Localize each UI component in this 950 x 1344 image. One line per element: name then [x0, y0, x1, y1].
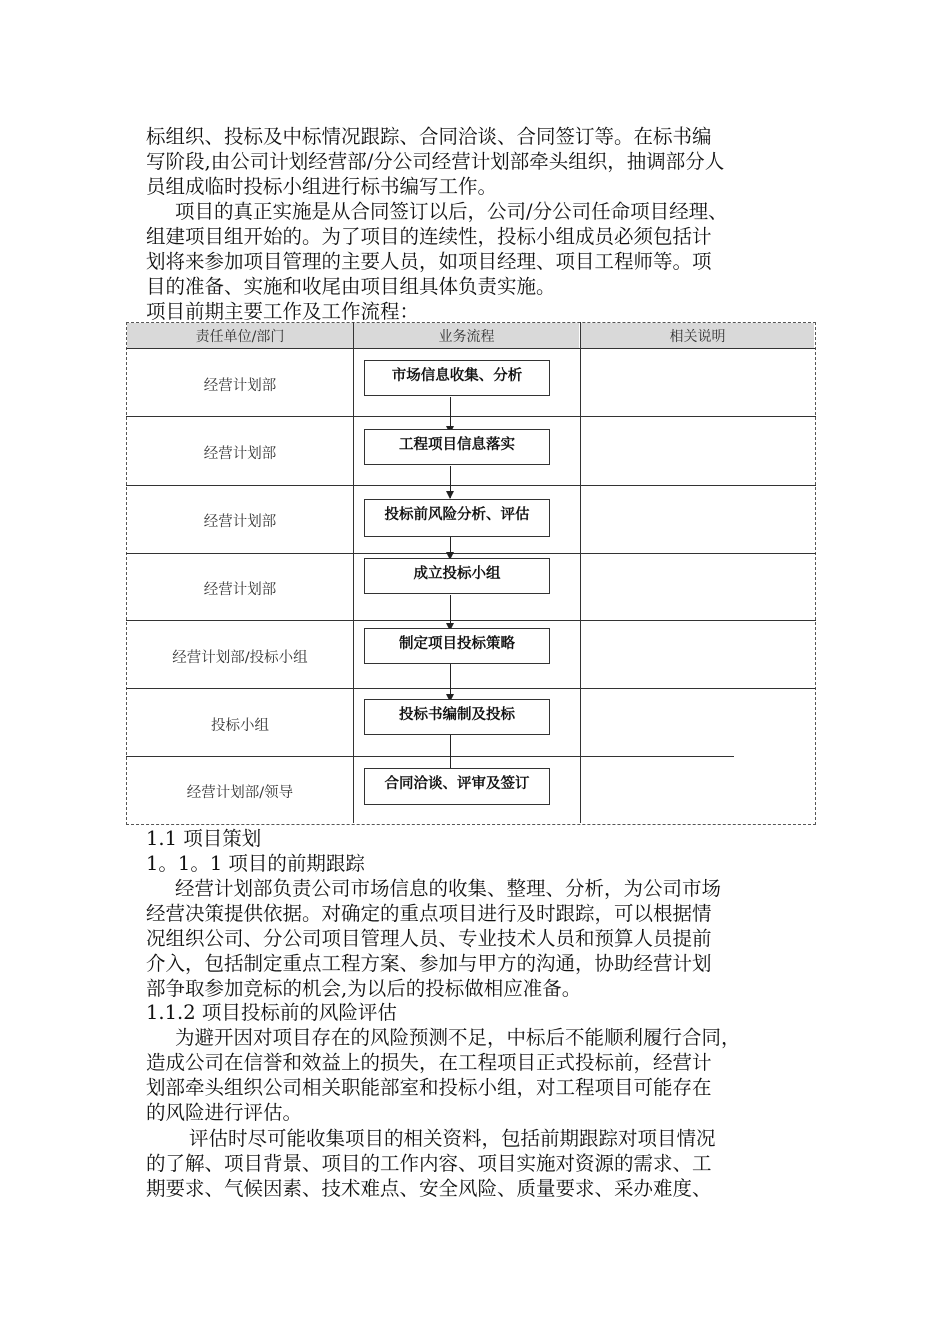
- text-line: 组建项目组开始的。为了项目的连续性，投标小组成员必须包括计: [146, 225, 712, 248]
- column-divider: [580, 322, 581, 823]
- text-line: 为避开因对项目存在的风险预测不足，中标后不能顺利履行合同，: [175, 1026, 741, 1049]
- row-department: 投标小组: [211, 718, 269, 734]
- text-line: 划将来参加项目管理的主要人员，如项目经理、项目工程师等。项: [146, 250, 712, 273]
- row-department: 经营计划部: [203, 582, 277, 598]
- row-department: 经营计划部: [203, 378, 277, 394]
- text-line: 划部牵头组织公司相关职能部室和投标小组，对工程项目可能存在: [146, 1076, 712, 1099]
- row-divider: [126, 688, 816, 689]
- header-notes: 相关说明: [581, 323, 814, 348]
- text-line: 的了解、项目背景、项目的工作内容、项目实施对资源的需求、工: [146, 1152, 712, 1175]
- flow-arrow: [450, 536, 451, 559]
- row-divider: [126, 756, 734, 757]
- flow-arrow: [450, 663, 451, 701]
- text-line: 员组成临时投标小组进行标书编写工作。: [146, 175, 498, 198]
- assessment-paragraph: [146, 1126, 816, 1201]
- section-heading: [146, 826, 816, 851]
- implementation-paragraph: [146, 199, 816, 299]
- text-line: 经营计划部负责公司市场信息的收集、整理、分析，为公司市场: [175, 877, 722, 900]
- row-divider: [126, 485, 816, 486]
- flow-caption: [146, 299, 816, 324]
- tracking-paragraph: [146, 876, 816, 1001]
- row-divider: [126, 620, 816, 621]
- row-divider: [126, 416, 816, 417]
- process-step-box: 市场信息收集、分析: [364, 360, 550, 396]
- subsection-heading: [146, 851, 816, 876]
- row-divider: [126, 348, 816, 349]
- header-process: 业务流程: [354, 323, 579, 348]
- text-line: 项目的真正实施是从合同签订以后，公司/分公司任命项目经理、: [175, 200, 728, 223]
- process-step-box: 成立投标小组: [364, 558, 550, 594]
- text-line: 经营决策提供依据。对确定的重点项目进行及时跟踪，可以根据情: [146, 902, 712, 925]
- risk-paragraph: [146, 1025, 816, 1125]
- text-line: 期要求、气候因素、技术难点、安全风险、质量要求、采办难度、: [146, 1177, 712, 1200]
- row-department: 经营计划部: [203, 446, 277, 462]
- text-line: 评估时尽可能收集项目的相关资料，包括前期跟踪对项目情况: [189, 1127, 716, 1150]
- heading-text: 1。1。1 项目的前期跟踪: [146, 852, 365, 875]
- heading-text: 1.1 项目策划: [146, 827, 262, 850]
- intro-paragraph: [146, 124, 816, 199]
- row-divider: [126, 553, 816, 554]
- process-step-box: 投标前风险分析、评估: [364, 499, 550, 537]
- row-department: 经营计划部: [203, 514, 277, 530]
- text-line: 目的准备、实施和收尾由项目组具体负责实施。: [146, 275, 556, 298]
- subsection-heading: [146, 1000, 816, 1025]
- text-line: 介入，包括制定重点工程方案、参加与甲方的沟通，协助经营计划: [146, 952, 712, 975]
- process-step-box: 工程项目信息落实: [364, 429, 550, 465]
- flow-arrow: [450, 595, 451, 630]
- column-divider: [353, 322, 354, 823]
- text-line: 写阶段,由公司计划经营部/分公司经营计划部牵头组织，抽调部分人: [146, 150, 725, 173]
- process-step-box: 制定项目投标策略: [364, 628, 550, 664]
- process-step-box: 合同洽谈、评审及签订: [364, 768, 550, 805]
- process-step-box: 投标书编制及投标: [364, 699, 550, 735]
- text-line: 部争取参加竞标的机会,为以后的投标做相应准备。: [146, 977, 582, 1000]
- caption-text: 项目前期主要工作及工作流程：: [146, 300, 420, 323]
- flow-arrow: [450, 397, 451, 433]
- heading-text: 1.1.2 项目投标前的风险评估: [146, 1001, 397, 1024]
- row-department: 经营计划部/领导: [186, 785, 294, 801]
- text-line: 况组织公司、分公司项目管理人员、专业技术人员和预算人员提前: [146, 927, 712, 950]
- text-line: 造成公司在信誉和效益上的损失，在工程项目正式投标前，经营计: [146, 1051, 712, 1074]
- row-department: 经营计划部/投标小组: [172, 650, 308, 666]
- flow-arrow: [450, 466, 451, 498]
- header-department: 责任单位/部门: [127, 323, 353, 348]
- text-line: 的风险进行评估。: [146, 1101, 303, 1124]
- text-line: 标组织、投标及中标情况跟踪、合同洽谈、合同签订等。在标书编: [146, 125, 712, 148]
